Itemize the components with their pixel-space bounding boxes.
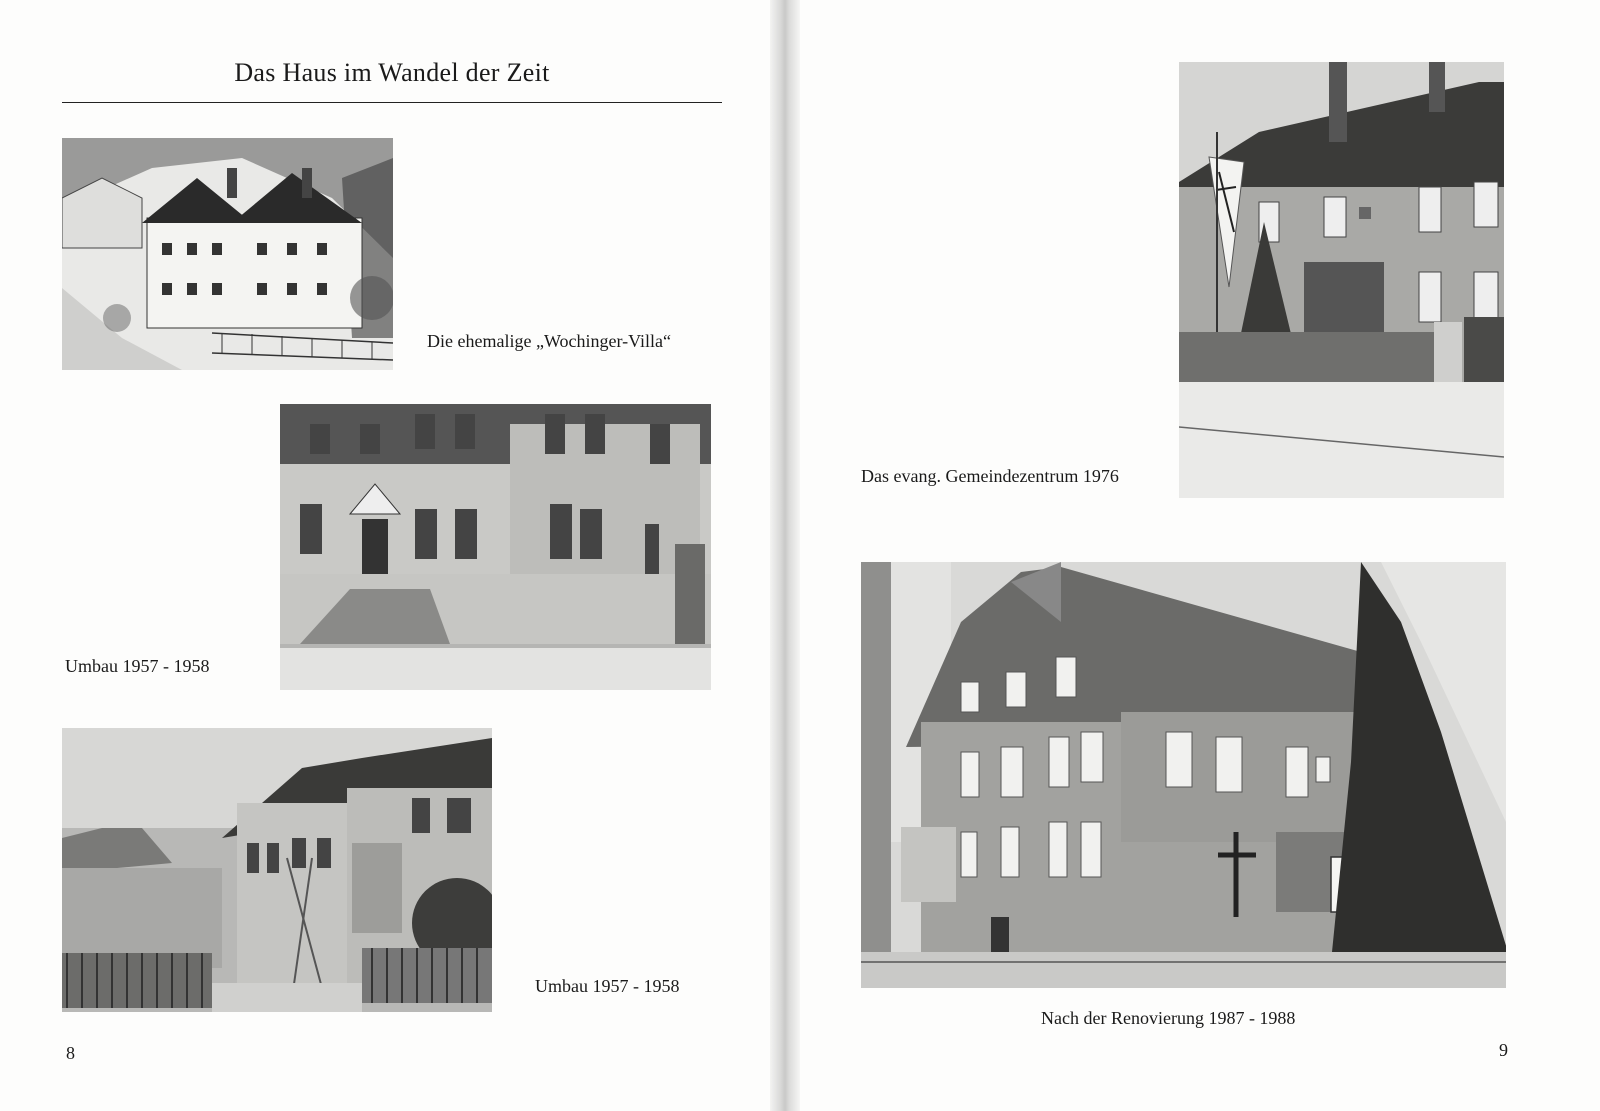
rebuild-caption-1: Umbau 1957 - 1958 xyxy=(65,656,210,676)
page-number-left: 8 xyxy=(66,1043,75,1063)
villa-caption: Die ehemalige „Wochinger-Villa“ xyxy=(427,331,671,351)
page-number-right: 9 xyxy=(1499,1040,1508,1060)
center-1976-caption: Das evang. Gemeindezentrum 1976 xyxy=(861,466,1119,486)
center-1976-photo xyxy=(1179,62,1504,498)
renovation-photo xyxy=(861,562,1506,988)
book-gutter xyxy=(770,0,800,1111)
renovation-caption: Nach der Renovierung 1987 - 1988 xyxy=(1041,1008,1296,1028)
rebuild-photo-2 xyxy=(62,728,492,1012)
villa-drawing-photo xyxy=(62,138,393,370)
rebuild-photo-1 xyxy=(280,404,711,690)
title-rule xyxy=(62,102,722,103)
rebuild-caption-2: Umbau 1957 - 1958 xyxy=(535,976,680,996)
page-title: Das Haus im Wandel der Zeit xyxy=(234,58,550,87)
